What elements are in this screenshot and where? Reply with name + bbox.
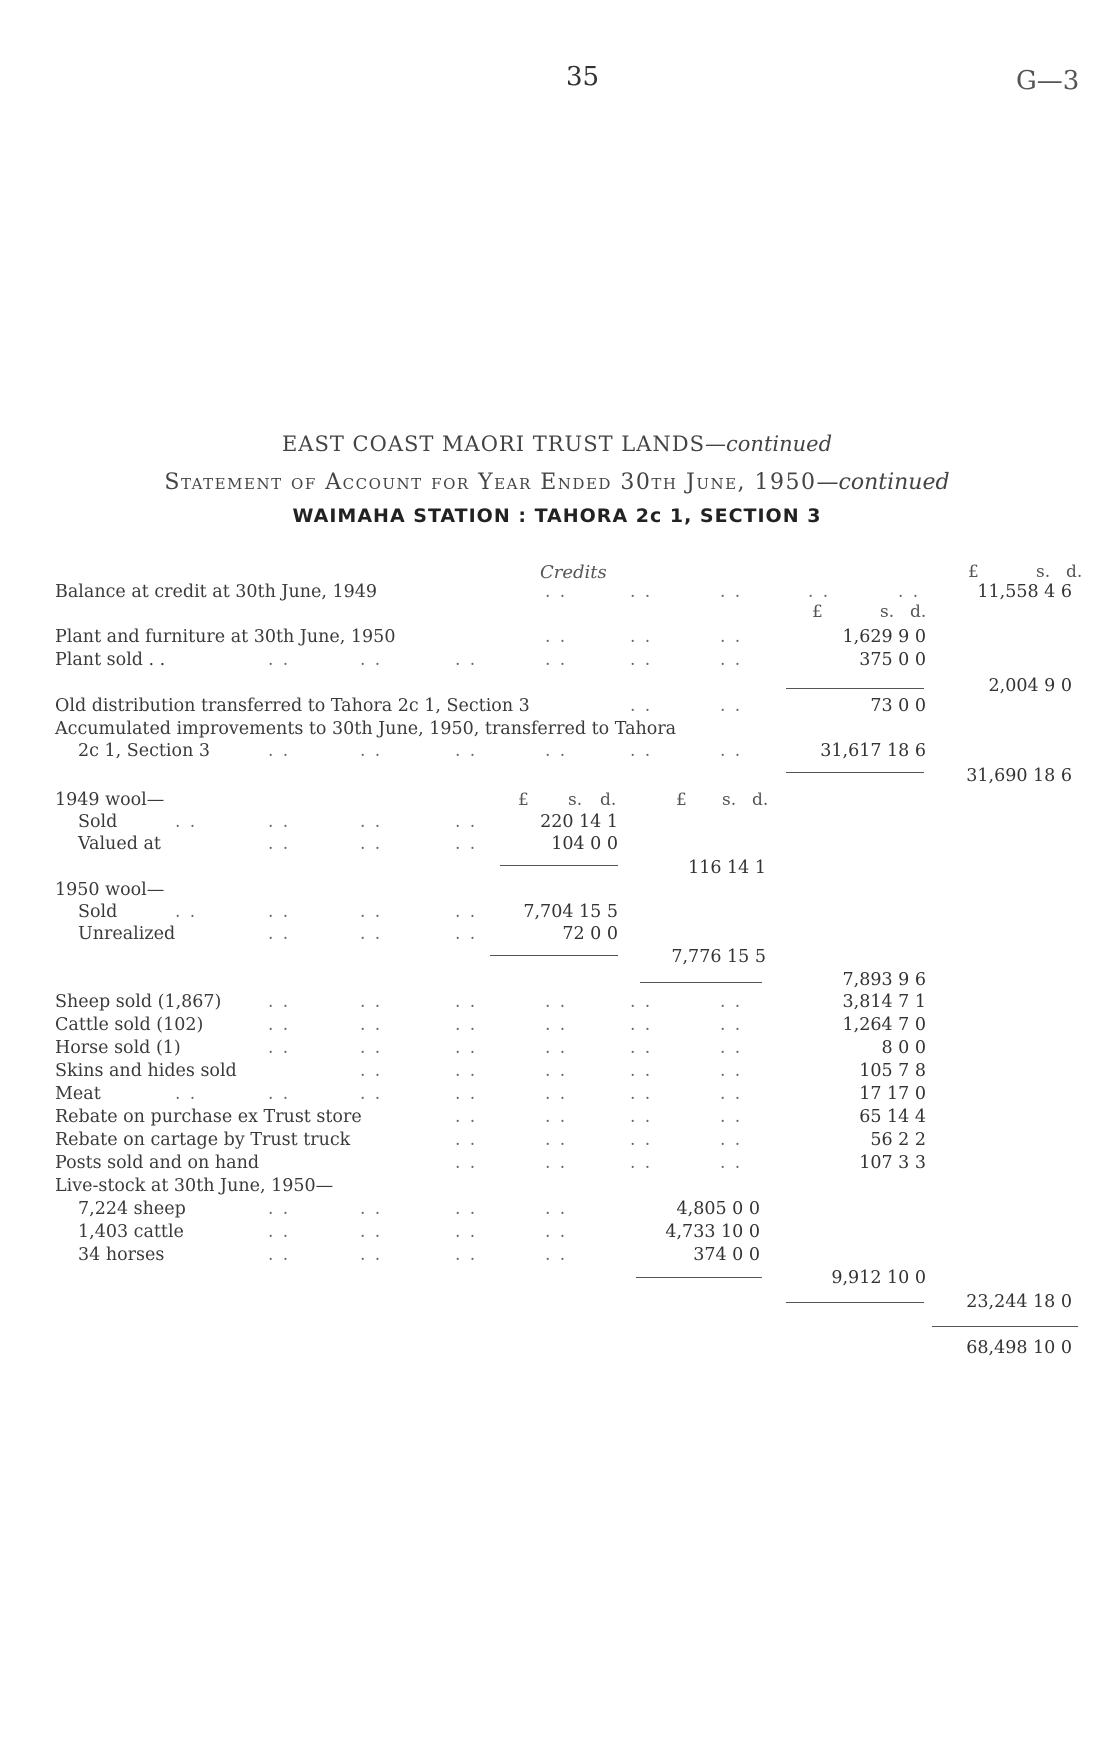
leader-dots: . . <box>268 741 291 761</box>
leader-dots: . . <box>630 1130 653 1150</box>
leader-dots: . . <box>545 582 568 602</box>
cattle-sold-amount: 1,264 7 0 <box>842 1015 926 1035</box>
leader-dots: . . <box>360 992 383 1012</box>
wool-1949-sold-amount: 220 14 1 <box>540 812 618 832</box>
leader-dots: . . <box>630 1107 653 1127</box>
horse-sold-label: Horse sold (1) <box>55 1038 181 1058</box>
sheep-sold-label: Sheep sold (1,867) <box>55 992 222 1012</box>
meat-amount: 17 17 0 <box>859 1084 926 1104</box>
leader-dots: . . <box>720 741 743 761</box>
subtotal-rule <box>636 1277 762 1278</box>
leader-dots: . . <box>630 582 653 602</box>
subtotal-rule <box>500 865 618 866</box>
leader-dots: . . <box>808 582 831 602</box>
leader-dots: . . <box>720 1038 743 1058</box>
leader-dots: . . <box>545 741 568 761</box>
leader-dots: . . <box>455 1038 478 1058</box>
balance-amount: 11,558 4 6 <box>977 582 1072 602</box>
wool-1950-sold-amount: 7,704 15 5 <box>523 902 618 922</box>
leader-dots: . . <box>268 902 291 922</box>
title-line-1-main: EAST COAST MAORI TRUST LANDS <box>281 432 706 456</box>
leader-dots: . . <box>545 1130 568 1150</box>
rebate-store-label: Rebate on purchase ex Trust store <box>55 1107 362 1127</box>
leader-dots: . . <box>630 1038 653 1058</box>
wool-1949-valued-amount: 104 0 0 <box>551 834 618 854</box>
plant-total: 2,004 9 0 <box>988 676 1072 696</box>
horse-sold-amount: 8 0 0 <box>881 1038 926 1058</box>
livestock-cattle-amount: 4,733 10 0 <box>665 1222 760 1242</box>
sheep-sold-amount: 3,814 7 1 <box>842 992 926 1012</box>
leader-dots: . . <box>545 1038 568 1058</box>
grand-total: 68,498 10 0 <box>966 1338 1072 1358</box>
subtotal-rule <box>786 772 924 773</box>
leader-dots: . . <box>720 1015 743 1035</box>
leader-dots: . . <box>455 812 478 832</box>
leader-dots: . . <box>720 582 743 602</box>
page-number: 35 <box>566 62 600 92</box>
leader-dots: . . <box>268 812 291 832</box>
leader-dots: . . <box>360 924 383 944</box>
leader-dots: . . <box>360 741 383 761</box>
subtotal-rule <box>490 955 618 956</box>
leader-dots: . . <box>455 1084 478 1104</box>
leader-dots: . . <box>630 650 653 670</box>
livestock-heading: Live-stock at 30th June, 1950— <box>55 1176 334 1196</box>
wool-1949-net: 116 14 1 <box>688 858 766 878</box>
leader-dots: . . <box>455 902 478 922</box>
leader-dots: . . <box>268 1084 291 1104</box>
leader-dots: . . <box>360 1084 383 1104</box>
leader-dots: . . <box>545 650 568 670</box>
transfer-total: 31,690 18 6 <box>966 766 1072 786</box>
leader-dots: . . <box>268 1245 291 1265</box>
leader-dots: . . <box>545 1245 568 1265</box>
leader-dots: . . <box>268 1038 291 1058</box>
wool-1949-sold-label: Sold <box>78 812 118 832</box>
leader-dots: . . <box>455 992 478 1012</box>
wool-1950-unrealized-amount: 72 0 0 <box>562 924 618 944</box>
accumulated-label-1: Accumulated improvements to 30th June, 1950, transferred to Tahora <box>55 719 677 739</box>
leader-dots: . . <box>720 696 743 716</box>
accumulated-label-2: 2c 1, Section 3 <box>78 741 211 761</box>
posts-label: Posts sold and on hand <box>55 1153 260 1173</box>
wool-net-header-pound: £ <box>676 790 687 810</box>
title-line-1-suffix: —continued <box>705 432 833 456</box>
leader-dots: . . <box>360 1015 383 1035</box>
livestock-horses-label: 34 horses <box>78 1245 165 1265</box>
livestock-sheep-amount: 4,805 0 0 <box>676 1199 760 1219</box>
accumulated-amount: 31,617 18 6 <box>820 741 926 761</box>
col-header-shillings: s. <box>1036 562 1051 582</box>
rebate-store-amount: 65 14 4 <box>859 1107 926 1127</box>
wool-1950-heading: 1950 wool— <box>55 880 165 900</box>
title-line-3: WAIMAHA STATION : TAHORA 2c 1, SECTION 3 <box>292 505 822 527</box>
leader-dots: . . <box>455 1015 478 1035</box>
leader-dots: . . <box>360 1199 383 1219</box>
wool-net-header-shillings: s. <box>722 790 737 810</box>
leader-dots: . . <box>545 1015 568 1035</box>
title-line-2 <box>0 470 1114 495</box>
wool-1950-sold-label: Sold <box>78 902 118 922</box>
livestock-cattle-label: 1,403 cattle <box>78 1222 184 1242</box>
leader-dots: . . <box>545 992 568 1012</box>
title-line-2-main: Statement of Account for Year Ended 30th June, 1950 <box>164 470 817 495</box>
grand-total-rule <box>932 1326 1078 1327</box>
leader-dots: . . <box>545 1153 568 1173</box>
plant-furniture-label: Plant and furniture at 30th June, 1950 <box>55 627 396 647</box>
rebate-cartage-amount: 56 2 2 <box>870 1130 926 1150</box>
rebate-cartage-label: Rebate on cartage by Trust truck <box>55 1130 351 1150</box>
leader-dots: . . <box>545 627 568 647</box>
leader-dots: . . <box>455 1061 478 1081</box>
wool-1949-heading: 1949 wool— <box>55 790 165 810</box>
livestock-horses-amount: 374 0 0 <box>693 1245 760 1265</box>
credits-heading: Credits <box>540 562 607 583</box>
leader-dots: . . <box>455 1245 478 1265</box>
leader-dots: . . <box>630 1061 653 1081</box>
leader-dots: . . <box>630 627 653 647</box>
wool-col-header-pence: d. <box>600 790 617 810</box>
leader-dots: . . <box>360 834 383 854</box>
leader-dots: . . <box>455 924 478 944</box>
subtotal-rule <box>640 982 762 983</box>
wool-1950-unrealized-label: Unrealized <box>78 924 176 944</box>
balance-label: Balance at credit at 30th June, 1949 <box>55 582 377 602</box>
leader-dots: . . <box>360 1245 383 1265</box>
leader-dots: . . <box>268 992 291 1012</box>
title-line-1 <box>0 432 1114 456</box>
leader-dots: . . <box>360 812 383 832</box>
leader-dots: . . <box>545 1061 568 1081</box>
skins-label: Skins and hides sold <box>55 1061 237 1081</box>
sub-col-header-pound: £ <box>812 602 823 622</box>
leader-dots: . . <box>720 1153 743 1173</box>
livestock-total: 9,912 10 0 <box>831 1268 926 1288</box>
leader-dots: . . <box>455 1107 478 1127</box>
leader-dots: . . <box>720 1107 743 1127</box>
plant-sold-label: Plant sold . . <box>55 650 166 670</box>
leader-dots: . . <box>268 1222 291 1242</box>
plant-sold-amount: 375 0 0 <box>859 650 926 670</box>
skins-amount: 105 7 8 <box>859 1061 926 1081</box>
sub-col-header-shillings: s. <box>880 602 895 622</box>
leader-dots: . . <box>630 696 653 716</box>
leader-dots: . . <box>455 834 478 854</box>
wool-1949-valued-label: Valued at <box>78 834 161 854</box>
leader-dots: . . <box>455 1153 478 1173</box>
posts-amount: 107 3 3 <box>859 1153 926 1173</box>
leader-dots: . . <box>455 1199 478 1219</box>
col-header-pound: £ <box>968 562 979 582</box>
sub-col-header-pence: d. <box>910 602 927 622</box>
leader-dots: . . <box>545 1084 568 1104</box>
leader-dots: . . <box>455 650 478 670</box>
leader-dots: . . <box>360 1061 383 1081</box>
leader-dots: . . <box>455 1222 478 1242</box>
old-distribution-amount: 73 0 0 <box>870 696 926 716</box>
plant-furniture-amount: 1,629 9 0 <box>842 627 926 647</box>
leader-dots: . . <box>720 1084 743 1104</box>
receipts-total: 23,244 18 0 <box>966 1292 1072 1312</box>
leader-dots: . . <box>630 741 653 761</box>
leader-dots: . . <box>545 1199 568 1219</box>
leader-dots: . . <box>360 650 383 670</box>
leader-dots: . . <box>268 834 291 854</box>
leader-dots: . . <box>360 1038 383 1058</box>
leader-dots: . . <box>720 992 743 1012</box>
leader-dots: . . <box>175 1084 198 1104</box>
col-header-pence: d. <box>1066 562 1083 582</box>
cattle-sold-label: Cattle sold (102) <box>55 1015 204 1035</box>
livestock-sheep-label: 7,224 sheep <box>78 1199 186 1219</box>
leader-dots: . . <box>455 741 478 761</box>
wool-total: 7,893 9 6 <box>842 970 926 990</box>
leader-dots: . . <box>720 1130 743 1150</box>
leader-dots: . . <box>720 627 743 647</box>
leader-dots: . . <box>720 1061 743 1081</box>
title-line-2-suffix: —continued <box>816 470 950 495</box>
leader-dots: . . <box>268 1015 291 1035</box>
wool-col-header-shillings: s. <box>568 790 583 810</box>
leader-dots: . . <box>630 1153 653 1173</box>
leader-dots: . . <box>268 1199 291 1219</box>
leader-dots: . . <box>175 812 198 832</box>
leader-dots: . . <box>898 582 921 602</box>
leader-dots: . . <box>630 992 653 1012</box>
leader-dots: . . <box>720 650 743 670</box>
old-distribution-label: Old distribution transferred to Tahora 2c 1, Section 3 <box>55 696 530 716</box>
meat-label: Meat <box>55 1084 101 1104</box>
leader-dots: . . <box>545 1222 568 1242</box>
wool-col-header-pound: £ <box>518 790 529 810</box>
leader-dots: . . <box>360 902 383 922</box>
leader-dots: . . <box>268 924 291 944</box>
wool-net-header-pence: d. <box>752 790 769 810</box>
leader-dots: . . <box>175 902 198 922</box>
leader-dots: . . <box>630 1084 653 1104</box>
subtotal-rule <box>786 688 924 689</box>
leader-dots: . . <box>268 650 291 670</box>
subtotal-rule <box>786 1302 924 1303</box>
leader-dots: . . <box>630 1015 653 1035</box>
document-reference: G—3 <box>1016 66 1080 96</box>
leader-dots: . . <box>545 1107 568 1127</box>
leader-dots: . . <box>455 1130 478 1150</box>
wool-1950-total: 7,776 15 5 <box>671 947 766 967</box>
leader-dots: . . <box>360 1222 383 1242</box>
